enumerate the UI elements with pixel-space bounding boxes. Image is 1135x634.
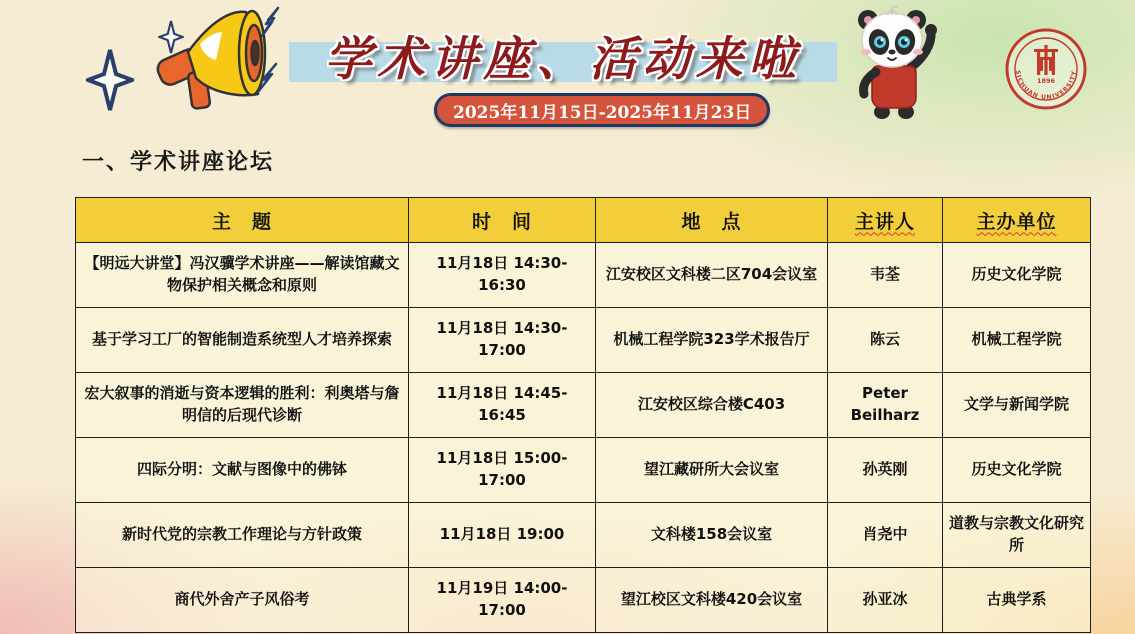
date-range-badge: 2025年11月15日-2025年11月23日 — [434, 93, 770, 127]
cell-location: 江安校区综合楼C403 — [596, 373, 828, 438]
cell-topic: 宏大叙事的消逝与资本逻辑的胜利：利奥塔与詹明信的后现代诊断 — [76, 373, 409, 438]
cell-time: 11月18日 14:30-16:30 — [409, 243, 596, 308]
cell-topic: 新时代党的宗教工作理论与方针政策 — [76, 503, 409, 568]
cell-speaker: Peter Beilharz — [828, 373, 943, 438]
cell-speaker: 陈云 — [828, 308, 943, 373]
table-row — [76, 568, 1091, 633]
cell-speaker: 孙亚冰 — [828, 568, 943, 633]
section-heading: 一、学术讲座论坛 — [82, 150, 275, 175]
sparkle-icon — [86, 48, 134, 112]
page-title: 学术讲座、活动来啦 — [324, 31, 802, 87]
cell-time: 11月18日 15:00-17:00 — [409, 438, 596, 503]
column-header-organizer: 主办单位 — [943, 198, 1091, 243]
table-header-row — [76, 198, 1091, 243]
cell-location: 江安校区文科楼二区704会议室 — [596, 243, 828, 308]
cell-topic: 【明远大讲堂】冯汉骥学术讲座——解读馆藏文物保护相关概念和原则 — [76, 243, 409, 308]
lecture-schedule-table — [75, 197, 1091, 633]
cell-organizer: 机械工程学院 — [943, 308, 1091, 373]
sichuan-university-logo — [1004, 27, 1088, 111]
column-header-location: 地 点 — [596, 198, 828, 243]
cell-speaker: 韦荃 — [828, 243, 943, 308]
column-header-speaker: 主讲人 — [828, 198, 943, 243]
cell-location: 望江藏研所大会议室 — [596, 438, 828, 503]
cell-organizer: 历史文化学院 — [943, 243, 1091, 308]
table-row — [76, 438, 1091, 503]
cell-organizer: 文学与新闻学院 — [943, 373, 1091, 438]
cell-location: 文科楼158会议室 — [596, 503, 828, 568]
table-row — [76, 308, 1091, 373]
cell-time: 11月18日 14:30-17:00 — [409, 308, 596, 373]
cell-organizer: 道教与宗教文化研究所 — [943, 503, 1091, 568]
cell-time: 11月18日 19:00 — [409, 503, 596, 568]
cell-time: 11月19日 14:00-17:00 — [409, 568, 596, 633]
cell-location: 机械工程学院323学术报告厅 — [596, 308, 828, 373]
column-header-time: 时 间 — [409, 198, 596, 243]
cell-speaker: 肖尧中 — [828, 503, 943, 568]
cell-time: 11月18日 14:45-16:45 — [409, 373, 596, 438]
megaphone-icon — [150, 2, 280, 114]
column-header-topic: 主 题 — [76, 198, 409, 243]
table-row — [76, 373, 1091, 438]
cell-topic: 基于学习工厂的智能制造系统型人才培养探索 — [76, 308, 409, 373]
cell-location: 望江校区文科楼420会议室 — [596, 568, 828, 633]
panda-mascot — [852, 6, 938, 122]
cell-speaker: 孙英刚 — [828, 438, 943, 503]
cell-organizer: 古典学系 — [943, 568, 1091, 633]
cell-topic: 商代外舍产子风俗考 — [76, 568, 409, 633]
table-row — [76, 503, 1091, 568]
cell-topic: 四际分明：文献与图像中的佛钵 — [76, 438, 409, 503]
logo-year: 1896 — [1036, 77, 1056, 85]
table-row — [76, 243, 1091, 308]
logo-university-en: SICHUAN UNIVERSITY — [1013, 69, 1079, 102]
cell-organizer: 历史文化学院 — [943, 438, 1091, 503]
